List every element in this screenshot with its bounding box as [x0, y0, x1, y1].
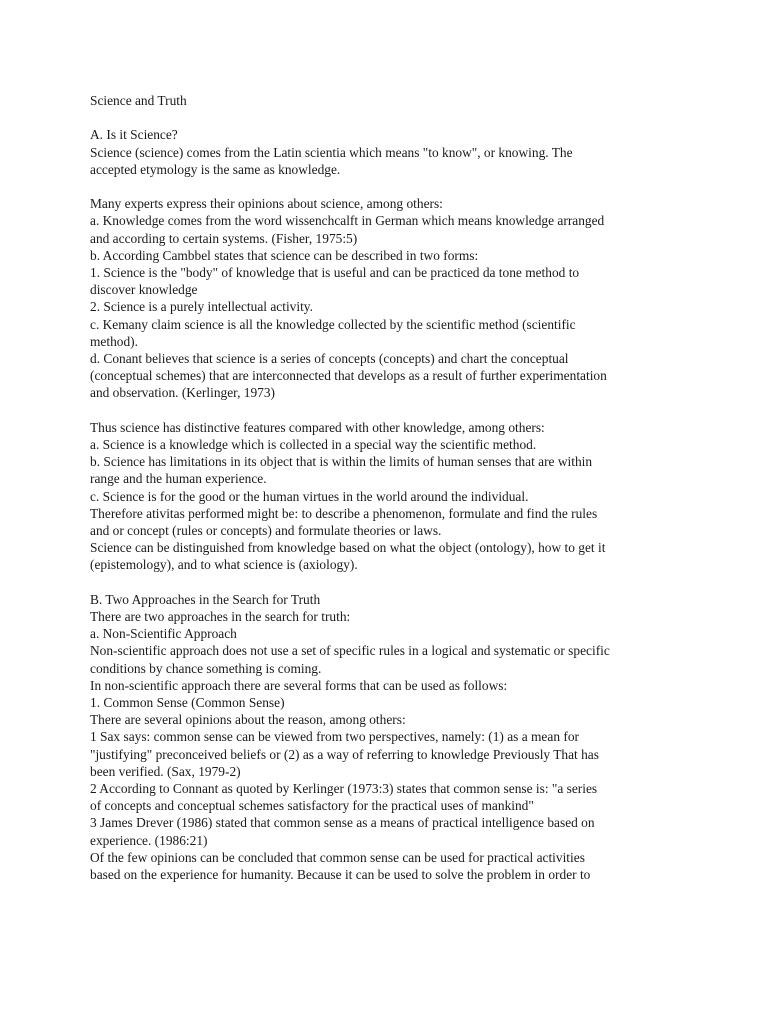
paragraph-gap	[90, 178, 690, 195]
text-line: 1 Sax says: common sense can be viewed from two perspectives, namely: (1) as a mean for	[90, 729, 579, 745]
text-line: A. Is it Science?	[90, 127, 178, 143]
text-line: b. According Cambbel states that science can be described in two forms:	[90, 247, 479, 263]
text-line: and according to certain systems. (Fisher, 1975:5)	[90, 230, 358, 246]
text-line: Many experts express their opinions about science, among others:	[90, 196, 443, 212]
text-line: a. Knowledge comes from the word wissenchcalft in German which means knowledge arranged	[90, 213, 605, 229]
text-line: c. Science is for the good or the human virtues in the world around the individual.	[90, 488, 529, 504]
text-line: c. Kemany claim science is all the knowledge collected by the scientific method (scientific	[90, 316, 576, 332]
text-line: Thus science has distinctive features compared with other knowledge, among others:	[90, 419, 545, 435]
text-line: Therefore ativitas performed might be: to describe a phenomenon, formulate and find the rules	[90, 505, 598, 521]
text-line: d. Conant believes that science is a series of concepts (concepts) and chart the conceptual	[90, 351, 569, 367]
text-line: 3 James Drever (1986) stated that common sense as a means of practical intelligence based on	[90, 815, 595, 831]
text-line: In non-scientific approach there are several forms that can be used as follows:	[90, 677, 508, 693]
text-line: and or concept (rules or concepts) and formulate theories or laws.	[90, 523, 442, 539]
text-line: based on the experience for humanity. Because it can be used to solve the problem in order to	[90, 867, 591, 883]
text-line: Science (science) comes from the Latin scientia which means "to know", or knowing. The	[90, 144, 573, 160]
text-line: a. Science is a knowledge which is collected in a special way the scientific method.	[90, 437, 537, 453]
text-line: 1. Science is the "body" of knowledge that is useful and can be practiced da tone method to	[90, 265, 580, 280]
text-line: Science can be distinguished from knowledge based on what the object (ontology), how to get it	[90, 540, 606, 556]
text-line: been verified. (Sax, 1979-2)	[90, 763, 241, 779]
text-line: range and the human experience.	[90, 471, 267, 487]
text-line: discover knowledge	[90, 282, 198, 298]
text-line: a. Non-Scientific Approach	[90, 626, 237, 642]
document-body	[90, 92, 690, 883]
text-line: conditions by chance something is coming.	[90, 660, 322, 676]
text-line: 2 According to Connant as quoted by Kerlinger (1973:3) states that common sense is: "a series	[90, 781, 598, 797]
text-line: There are two approaches in the search for truth:	[90, 609, 351, 625]
text-line: Non-scientific approach does not use a set of specific rules in a logical and systematic or specific	[90, 643, 610, 659]
text-line: (epistemology), and to what science is (axiology).	[90, 557, 358, 573]
document-title: Science and Truth	[90, 93, 187, 108]
text-line: B. Two Approaches in the Search for Truth	[90, 591, 321, 607]
text-line: and observation. (Kerlinger, 1973)	[90, 385, 276, 401]
text-line: 1. Common Sense (Common Sense)	[90, 695, 285, 711]
text-line: 2. Science is a purely intellectual activity.	[90, 299, 313, 315]
text-line: accepted etymology is the same as knowledge.	[90, 161, 341, 177]
text-line: (conceptual schemes) that are interconnected that develops as a result of further experimentation	[90, 368, 607, 384]
text-line: There are several opinions about the reason, among others:	[90, 712, 406, 728]
text-line: "justifying" preconceived beliefs or (2) as a way of referring to knowledge Previously That has	[90, 746, 599, 762]
text-line: b. Science has limitations in its object that is within the limits of human senses that are within	[90, 454, 593, 470]
text-line: method).	[90, 333, 138, 349]
paragraph-gap	[90, 109, 690, 126]
text-line: Of the few opinions can be concluded that common sense can be used for practical activities	[90, 849, 585, 865]
text-line: experience. (1986:21)	[90, 832, 208, 848]
paragraph-gap	[90, 574, 690, 591]
text-line: of concepts and conceptual schemes satisfactory for the practical uses of mankind"	[90, 798, 534, 814]
paragraph-gap	[90, 402, 690, 419]
